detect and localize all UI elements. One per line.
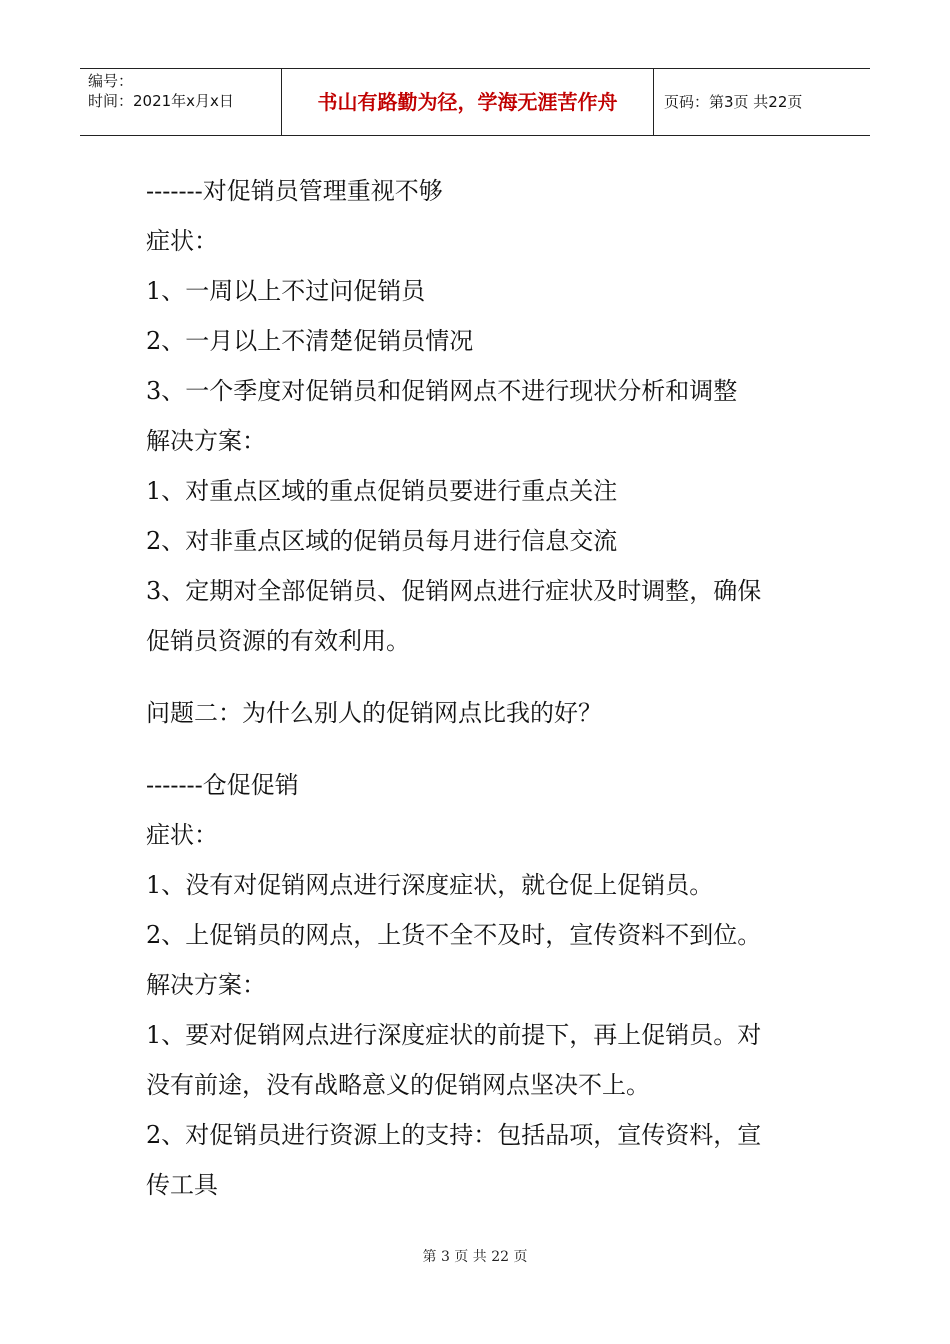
body-line: 2、一月以上不清楚促销员情况 [146,327,474,355]
body-line: -------仓促促销 [146,771,299,799]
header-meta [80,69,282,135]
body-line: 1、对重点区域的重点促销员要进行重点关注 [146,477,618,505]
header-page-info: 页码：第3页 共22页 [664,93,803,111]
doc-number-label: 编号： [88,72,134,90]
body-line: 3、一个季度对促销员和促销网点不进行现状分析和调整 [146,377,738,405]
paragraph-gap [146,738,806,760]
body-line: 1、一周以上不过问促销员 [146,277,426,305]
body-line: -------对促销员管理重视不够 [146,177,443,205]
paragraph-gap [146,666,806,688]
document-body [146,166,806,1210]
page-footer: 第 3 页 共 22 页 [422,1249,528,1265]
body-line: 2、对非重点区域的促销员每月进行信息交流 [146,527,618,555]
body-line: 解决方案： [146,427,266,455]
body-line: 1、要对促销网点进行深度症状的前提下，再上促销员。对 [146,1021,762,1049]
body-line: 促销员资源的有效利用。 [146,627,410,655]
doc-time-label: 时间：2021年x月x日 [88,92,234,110]
body-line: 解决方案： [146,971,266,999]
header-motto: 书山有路勤为径，学海无涯苦作舟 [282,69,654,135]
section-heading: 问题二：为什么别人的促销网点比我的好？ [146,699,602,727]
body-line: 2、上促销员的网点，上货不全不及时，宣传资料不到位。 [146,921,762,949]
body-line: 1、没有对促销网点进行深度症状，就仓促上促销员。 [146,871,714,899]
body-line: 传工具 [146,1171,218,1199]
body-line: 3、定期对全部促销员、促销网点进行症状及时调整，确保 [146,577,762,605]
body-line: 没有前途，没有战略意义的促销网点坚决不上。 [146,1071,650,1099]
body-line: 症状： [146,821,218,849]
body-line: 2、对促销员进行资源上的支持：包括品项，宣传资料，宣 [146,1121,762,1149]
body-line: 症状： [146,227,218,255]
page-header [80,68,870,136]
